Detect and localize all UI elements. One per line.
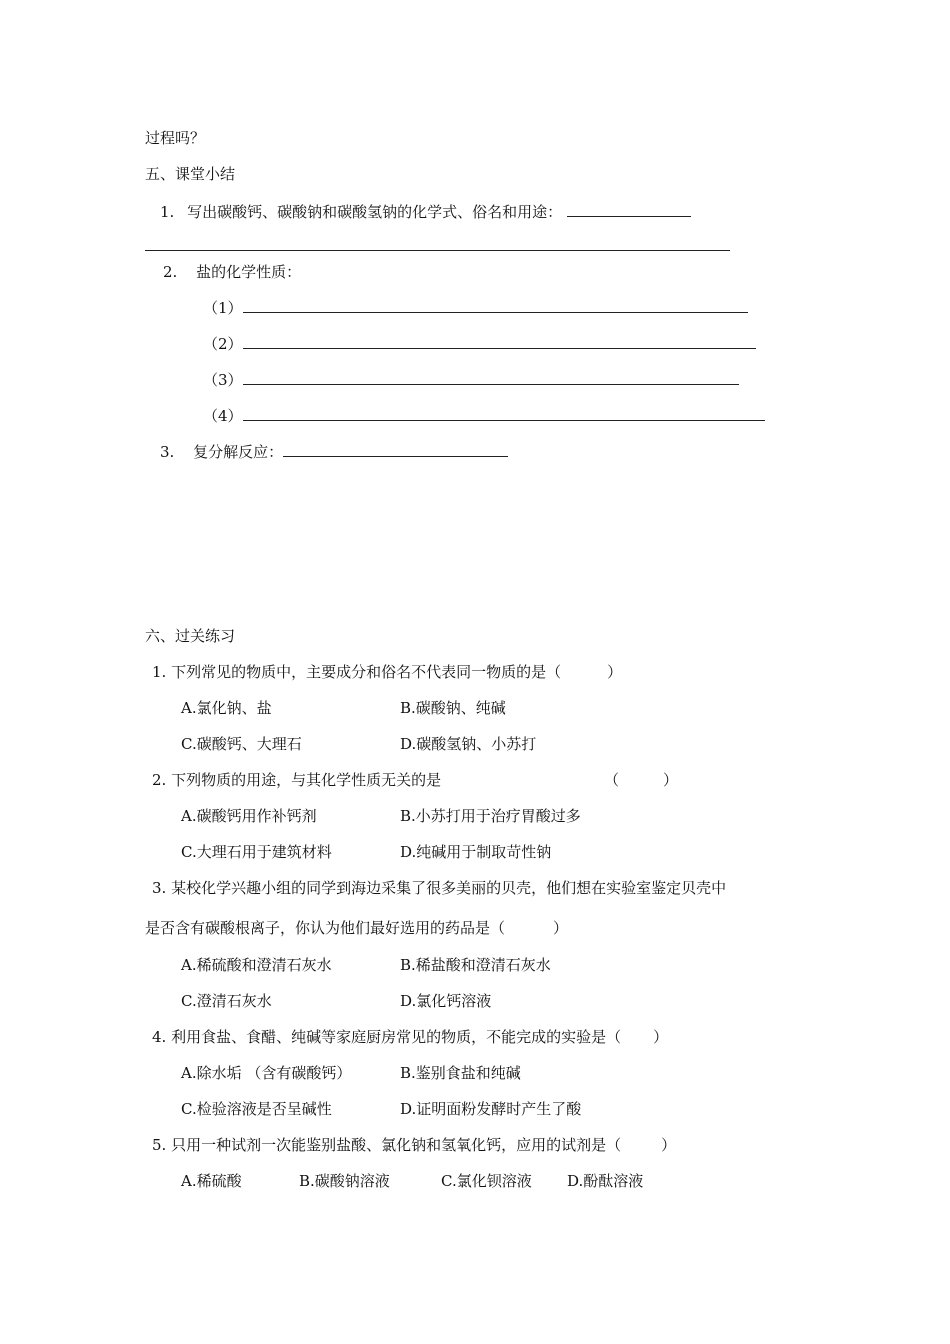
summary-q2-item-2-blank[interactable] [243,333,756,349]
practice-q1-stem-text: 1. 下列常见的物质中，主要成分和俗名不代表同一物质的是（ [152,663,562,681]
practice-q5-option-b: B.碳酸钠溶液 [299,1172,390,1190]
summary-q2-item-3-blank[interactable] [243,369,739,385]
summary-q1-text: 写出碳酸钙、碳酸钠和碳酸氢钠的化学式、俗名和用途： [187,203,563,221]
summary-q1 [160,201,691,222]
practice-q5-stem [152,1135,676,1155]
summary-q1-number: 1. [160,203,175,221]
practice-q5-option-d: D.酚酞溶液 [567,1172,644,1190]
practice-q2-answer [604,770,678,790]
practice-q1-close-paren: ） [607,663,623,681]
practice-q1-option-c: C.碳酸钙、大理石 [181,735,302,753]
practice-q3-stem-line2-text: 是否含有碳酸根离子，你认为他们最好选用的药品是（ [145,919,506,937]
summary-q2 [163,262,301,282]
summary-q2-item-4 [203,405,765,426]
summary-q2-item-4-label: （4） [203,407,243,425]
practice-q3-option-c: C.澄清石灰水 [181,992,272,1010]
summary-q2-item-3 [203,369,739,390]
practice-q1-option-d: D.碳酸氢钠、小苏打 [400,735,537,753]
practice-q3-stem-line2 [145,918,568,938]
summary-q2-text: 盐的化学性质： [196,263,302,281]
summary-q1-blank[interactable] [567,201,691,217]
practice-q4-stem-text: 4. 利用食盐、食醋、纯碱等家庭厨房常见的物质，不能完成的实验是（ [152,1028,622,1046]
practice-q5-option-a: A.稀硫酸 [181,1172,242,1190]
practice-q3-option-b: B.稀盐酸和澄清石灰水 [400,956,551,974]
summary-q2-item-4-blank[interactable] [243,405,765,421]
practice-q2-stem: 2. 下列物质的用途，与其化学性质无关的是 [152,771,442,789]
summary-q2-item-2-label: （2） [203,335,243,353]
practice-q1-option-a: A.氯化钠、盐 [181,699,272,717]
practice-q3-close-paren: ） [553,919,569,937]
practice-heading: 六、过关练习 [145,627,236,645]
summary-q2-item-1 [203,297,748,318]
summary-q3 [160,441,508,462]
summary-q3-number: 3. [160,443,175,461]
summary-q2-item-2 [203,333,756,354]
practice-q5-option-c: C.氯化钡溶液 [441,1172,532,1190]
practice-q4-stem [152,1027,668,1047]
practice-q4-option-a: A.除水垢 （含有碳酸钙） [181,1064,352,1082]
practice-q4-option-c: C.检验溶液是否呈碱性 [181,1100,332,1118]
summary-q2-item-1-label: （1） [203,299,243,317]
practice-q5-stem-text: 5. 只用一种试剂一次能鉴别盐酸、氯化钠和氢氧化钙，应用的试剂是（ [152,1136,622,1154]
practice-q2-open-paren: （ [604,771,620,789]
summary-heading: 五、课堂小结 [145,165,236,183]
summary-q2-item-3-label: （3） [203,371,243,389]
practice-q5-close-paren: ） [661,1136,677,1154]
summary-q2-item-1-blank[interactable] [243,297,748,313]
practice-q2-option-d: D.纯碱用于制取苛性钠 [400,843,552,861]
practice-q1-stem [152,662,622,682]
summary-q2-number: 2. [163,263,178,281]
practice-q4-option-b: B.鉴别食盐和纯碱 [400,1064,521,1082]
practice-q4-close-paren: ） [653,1028,669,1046]
practice-q2-close-paren: ） [663,771,679,789]
practice-q2-option-b: B.小苏打用于治疗胃酸过多 [400,807,581,825]
practice-q4-option-d: D.证明面粉发酵时产生了酸 [400,1100,582,1118]
practice-q3-option-a: A.稀硫酸和澄清石灰水 [181,956,332,974]
summary-q1-blank-line2[interactable] [145,250,730,251]
practice-q3-stem-line1: 3. 某校化学兴趣小组的同学到海边采集了很多美丽的贝壳，他们想在实验室鉴定贝壳中 [152,879,727,897]
continuation-text: 过程吗？ [145,129,206,147]
practice-q1-option-b: B.碳酸钠、纯碱 [400,699,506,717]
practice-q2-option-a: A.碳酸钙用作补钙剂 [181,807,317,825]
practice-q2-option-c: C.大理石用于建筑材料 [181,843,332,861]
practice-q3-option-d: D.氯化钙溶液 [400,992,492,1010]
summary-q3-text: 复分解反应： [193,443,284,461]
summary-q3-blank[interactable] [283,441,508,457]
